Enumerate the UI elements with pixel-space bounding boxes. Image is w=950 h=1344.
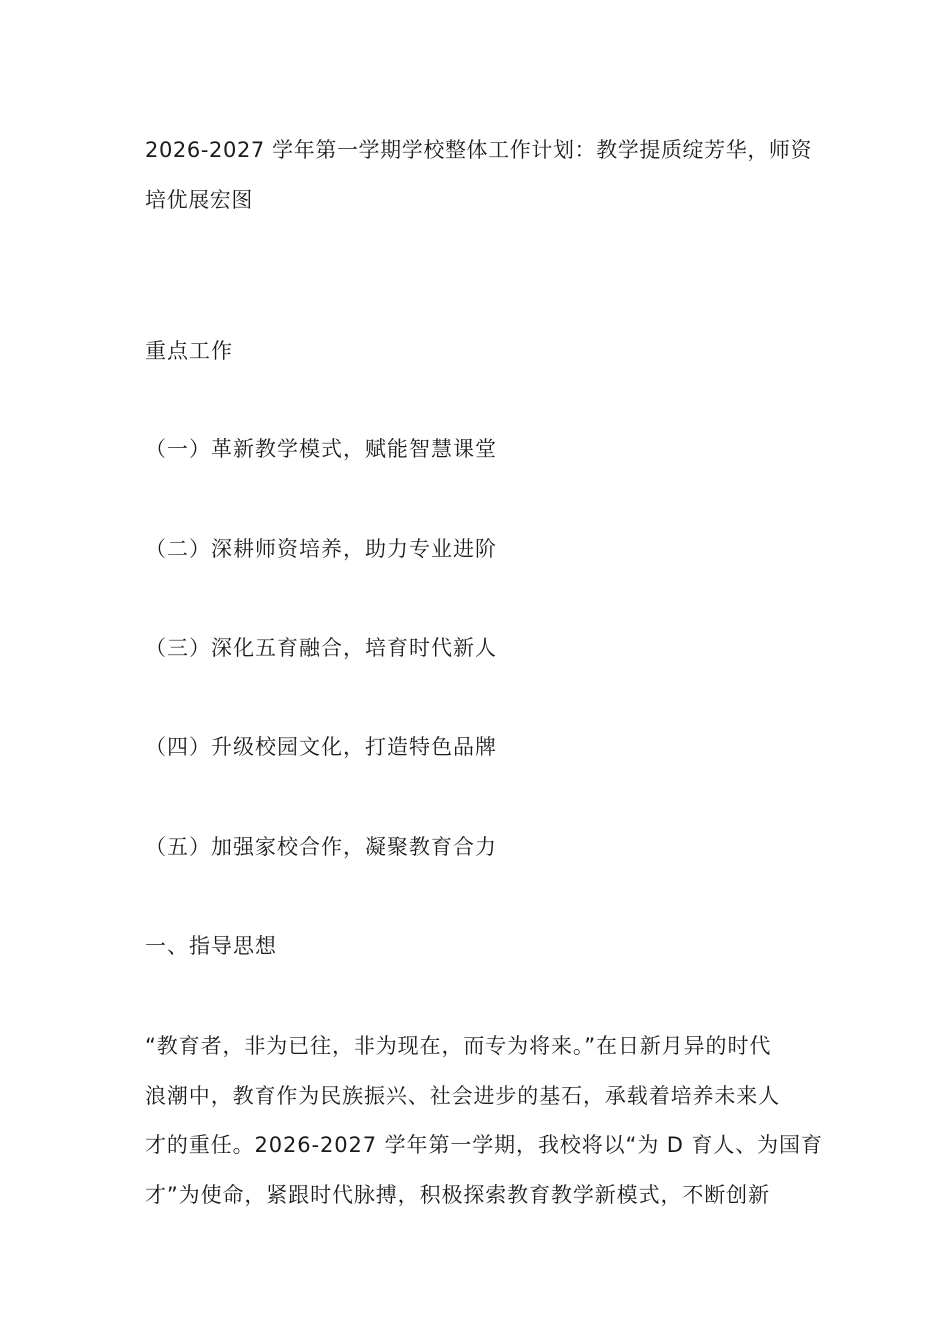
document-title-line-2: 培优展宏图 (145, 188, 253, 212)
key-work-heading: 重点工作 (145, 339, 233, 363)
section-1-paragraph-line-1: “教育者，非为已往，非为现在，而专为将来。”在日新月异的时代 (145, 1034, 772, 1058)
key-work-item-1: （一）革新教学模式，赋能智慧课堂 (145, 437, 497, 461)
section-1-paragraph-line-4: 才”为使命，紧跟时代脉搏，积极探索教育教学新模式，不断创新 (145, 1183, 770, 1207)
key-work-item-5: （五）加强家校合作，凝聚教育合力 (145, 835, 497, 859)
section-1-heading: 一、指导思想 (145, 934, 277, 958)
key-work-item-4: （四）升级校园文化，打造特色品牌 (145, 735, 497, 759)
document-title-line-1: 2026-2027 学年第一学期学校整体工作计划：教学提质绽芳华，师资 (145, 138, 813, 162)
key-work-item-2: （二）深耕师资培养，助力专业进阶 (145, 537, 497, 561)
section-1-paragraph-line-3: 才的重任。2026-2027 学年第一学期，我校将以“为 D 育人、为国育 (145, 1133, 823, 1157)
section-1-paragraph-line-2: 浪潮中，教育作为民族振兴、社会进步的基石，承载着培养未来人 (145, 1084, 781, 1108)
key-work-item-3: （三）深化五育融合，培育时代新人 (145, 636, 497, 660)
